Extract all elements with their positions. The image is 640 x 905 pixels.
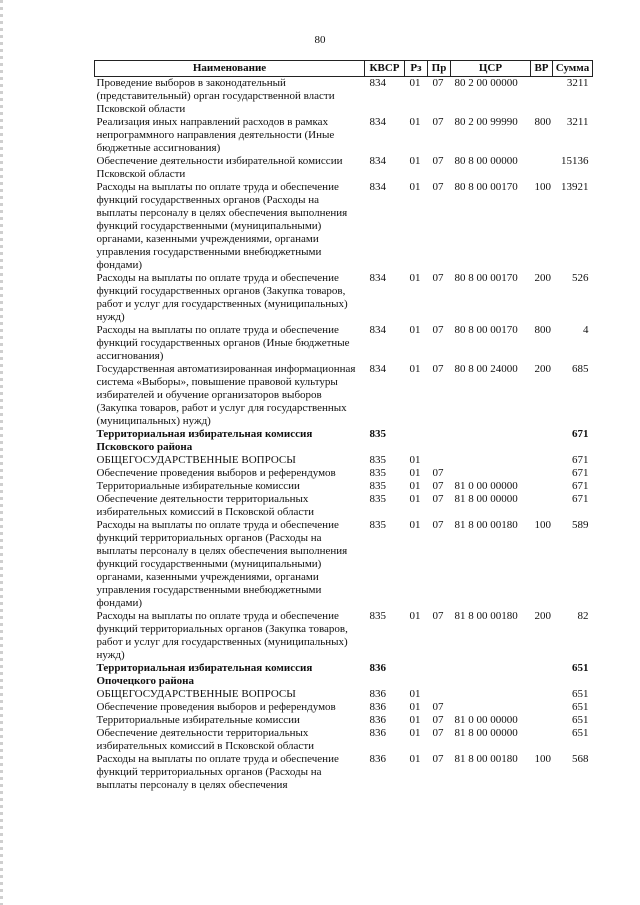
cell-name: Реализация иных направлений расходов в рамках непрограммного направления деятельности (Иные бюджетные ассигнования)	[96, 116, 335, 154]
cell-rz: 01	[409, 77, 421, 89]
table-row	[95, 363, 593, 428]
cell-kvsr: 835	[369, 428, 386, 440]
cell-vr: 100	[534, 753, 551, 765]
cell-vr	[531, 155, 553, 181]
scan-edge-artifact	[0, 0, 3, 905]
cell-pr: 07	[432, 480, 444, 492]
cell-vr: 800	[534, 324, 551, 336]
cell-kvsr: 834	[369, 181, 386, 193]
cell-sum: 589	[572, 519, 589, 531]
cell-vr	[531, 480, 553, 493]
cell-csr	[451, 454, 531, 467]
cell-sum: 671	[572, 493, 589, 505]
cell-name: ОБЩЕГОСУДАРСТВЕННЫЕ ВОПРОСЫ	[96, 688, 296, 700]
cell-rz	[405, 428, 428, 454]
cell-csr	[451, 701, 531, 714]
cell-sum: 651	[572, 727, 589, 739]
table-header-row	[95, 61, 593, 77]
header-vr: ВР	[531, 61, 553, 77]
table-row	[95, 519, 593, 610]
cell-name: Территориальная избирательная комиссия Псковского района	[96, 428, 313, 453]
cell-kvsr: 835	[369, 454, 386, 466]
cell-sum: 13921	[561, 181, 589, 193]
cell-pr: 07	[432, 753, 444, 765]
cell-rz: 01	[409, 727, 421, 739]
table-row	[95, 727, 593, 753]
cell-rz: 01	[409, 181, 421, 193]
cell-pr: 07	[432, 272, 444, 284]
cell-sum: 671	[572, 467, 589, 479]
cell-name: Расходы на выплаты по оплате труда и обеспечение функций территориальных органов (Расходы на выплаты персоналу в целях обеспечения	[96, 753, 339, 791]
cell-sum: 651	[572, 688, 589, 700]
cell-rz: 01	[409, 714, 421, 726]
cell-sum: 3211	[566, 77, 589, 89]
cell-csr	[451, 688, 531, 701]
cell-rz: 01	[409, 155, 421, 167]
cell-vr: 200	[534, 272, 551, 284]
cell-pr: 07	[432, 467, 444, 479]
cell-name: Расходы на выплаты по оплате труда и обеспечение функций территориальных органов (Расходы на выплаты персоналу в целях обеспечения выполнения функций государственными (муниципальными) органами, казенными учреждениями, органами управления государственными внебюджетными фондами)	[96, 519, 348, 609]
cell-name: Расходы на выплаты по оплате труда и обеспечение функций государственных органов (Расходы на выплаты персоналу в целях обеспечения выполнения функций государственными (муниципальными) органами, казенными учреждениями, органами управления государственными внебюджетными фондами)	[96, 181, 348, 271]
cell-rz: 01	[409, 480, 421, 492]
cell-vr	[531, 662, 553, 688]
cell-vr	[531, 701, 553, 714]
table-row	[95, 454, 593, 467]
table-row	[95, 428, 593, 454]
cell-kvsr: 834	[369, 324, 386, 336]
header-pr: Пр	[428, 61, 451, 77]
cell-csr	[451, 428, 531, 454]
cell-pr	[428, 662, 451, 688]
cell-name: Территориальная избирательная комиссия Опочецкого района	[96, 662, 313, 687]
cell-rz: 01	[409, 701, 421, 713]
cell-sum: 15136	[561, 155, 589, 167]
cell-csr: 81 8 00 00000	[454, 727, 518, 739]
cell-name: Расходы на выплаты по оплате труда и обеспечение функций государственных органов (Иные бюджетные ассигнования)	[96, 324, 350, 362]
cell-rz: 01	[409, 688, 421, 700]
cell-name: Расходы на выплаты по оплате труда и обеспечение функций территориальных органов (Закупка товаров, работ и услуг для государственных (муниципальных) нужд)	[96, 610, 348, 661]
budget-table	[94, 60, 593, 792]
cell-rz	[405, 662, 428, 688]
cell-name: Государственная автоматизированная информационная система «Выборы», повышение правовой культуры избирателей и обучение организаторов выборов (Закупка товаров, работ и услуг для государственных (муниципальных) нужд)	[96, 363, 356, 427]
header-kvsr: КВСР	[365, 61, 405, 77]
cell-sum: 568	[572, 753, 589, 765]
cell-rz: 01	[409, 610, 421, 622]
cell-sum: 671	[572, 428, 589, 440]
cell-sum: 671	[572, 480, 589, 492]
cell-rz: 01	[409, 272, 421, 284]
cell-kvsr: 835	[369, 493, 386, 505]
cell-rz: 01	[409, 454, 421, 466]
table-row	[95, 714, 593, 727]
cell-pr: 07	[432, 324, 444, 336]
cell-kvsr: 835	[369, 610, 386, 622]
cell-csr: 81 8 00 00180	[454, 753, 518, 765]
table-body	[95, 77, 593, 793]
cell-kvsr: 835	[369, 480, 386, 492]
header-csr: ЦСР	[451, 61, 531, 77]
cell-sum: 82	[577, 610, 589, 622]
table-row	[95, 324, 593, 363]
cell-name: Проведение выборов в законодательный (представительный) орган государственной власти Псковской области	[96, 77, 335, 115]
cell-vr: 100	[534, 181, 551, 193]
cell-name: Обеспечение деятельности избирательной комиссии Псковской области	[96, 155, 343, 180]
budget-table-container	[94, 60, 592, 792]
cell-name: ОБЩЕГОСУДАРСТВЕННЫЕ ВОПРОСЫ	[96, 454, 296, 466]
cell-name: Обеспечение проведения выборов и референдумов	[96, 467, 336, 479]
table-row	[95, 662, 593, 688]
cell-name: Территориальные избирательные комиссии	[96, 714, 300, 726]
cell-sum: 685	[572, 363, 589, 375]
cell-sum: 651	[572, 662, 589, 674]
table-row	[95, 493, 593, 519]
table-row	[95, 480, 593, 493]
cell-name: Расходы на выплаты по оплате труда и обеспечение функций государственных органов (Закупка товаров, работ и услуг для государственных (муниципальных) нужд)	[96, 272, 348, 323]
cell-vr	[531, 714, 553, 727]
cell-kvsr: 834	[369, 363, 386, 375]
cell-pr: 07	[432, 493, 444, 505]
cell-name: Обеспечение проведения выборов и референдумов	[96, 701, 336, 713]
cell-pr: 07	[432, 363, 444, 375]
cell-sum: 671	[572, 454, 589, 466]
table-row	[95, 155, 593, 181]
table-row	[95, 610, 593, 662]
cell-vr: 200	[534, 363, 551, 375]
header-name: Наименование	[95, 61, 365, 77]
cell-csr: 80 8 00 24000	[454, 363, 518, 375]
cell-pr	[428, 428, 451, 454]
cell-rz: 01	[409, 324, 421, 336]
cell-vr	[531, 428, 553, 454]
cell-pr: 07	[432, 701, 444, 713]
table-row	[95, 272, 593, 324]
cell-csr	[451, 467, 531, 480]
cell-csr	[451, 662, 531, 688]
cell-kvsr: 834	[369, 272, 386, 284]
cell-csr: 80 8 00 00170	[454, 324, 518, 336]
cell-sum: 651	[572, 714, 589, 726]
cell-pr: 07	[432, 181, 444, 193]
cell-kvsr: 834	[369, 116, 386, 128]
cell-name: Территориальные избирательные комиссии	[96, 480, 300, 492]
table-row	[95, 77, 593, 117]
cell-pr: 07	[432, 519, 444, 531]
cell-rz: 01	[409, 363, 421, 375]
cell-sum: 651	[572, 701, 589, 713]
cell-pr: 07	[432, 610, 444, 622]
cell-kvsr: 836	[369, 701, 386, 713]
cell-vr: 200	[534, 610, 551, 622]
cell-csr: 81 8 00 00000	[454, 493, 518, 505]
cell-pr: 07	[432, 155, 444, 167]
cell-csr: 81 0 00 00000	[454, 714, 518, 726]
cell-kvsr: 836	[369, 727, 386, 739]
cell-sum: 3211	[566, 116, 589, 128]
cell-kvsr: 834	[369, 77, 386, 89]
cell-kvsr: 835	[369, 467, 386, 479]
cell-csr: 81 0 00 00000	[454, 480, 518, 492]
cell-csr: 81 8 00 00180	[454, 519, 518, 531]
cell-csr: 80 8 00 00170	[454, 272, 518, 284]
cell-sum: 526	[572, 272, 589, 284]
cell-kvsr: 836	[369, 662, 386, 674]
cell-pr: 07	[432, 77, 444, 89]
cell-rz: 01	[409, 519, 421, 531]
cell-sum: 4	[583, 324, 589, 336]
cell-pr	[428, 688, 451, 701]
cell-pr: 07	[432, 727, 444, 739]
table-row	[95, 181, 593, 272]
cell-csr: 80 8 00 00170	[454, 181, 518, 193]
table-row	[95, 116, 593, 155]
table-row	[95, 753, 593, 792]
cell-pr: 07	[432, 714, 444, 726]
cell-pr: 07	[432, 116, 444, 128]
cell-kvsr: 836	[369, 688, 386, 700]
cell-kvsr: 836	[369, 753, 386, 765]
cell-vr	[531, 493, 553, 519]
header-sum: Сумма	[553, 61, 593, 77]
table-row	[95, 688, 593, 701]
cell-csr: 80 2 00 99990	[454, 116, 518, 128]
cell-name: Обеспечение деятельности территориальных избирательных комиссий в Псковской области	[96, 493, 315, 518]
table-row	[95, 467, 593, 480]
cell-name: Обеспечение деятельности территориальных избирательных комиссий в Псковской области	[96, 727, 315, 752]
cell-rz: 01	[409, 116, 421, 128]
cell-rz: 01	[409, 467, 421, 479]
cell-vr: 800	[534, 116, 551, 128]
cell-vr	[531, 727, 553, 753]
cell-rz: 01	[409, 493, 421, 505]
cell-vr	[531, 467, 553, 480]
cell-vr	[531, 688, 553, 701]
cell-vr: 100	[534, 519, 551, 531]
page-number: 80	[314, 34, 326, 46]
table-row	[95, 701, 593, 714]
header-rz: Рз	[405, 61, 428, 77]
cell-rz: 01	[409, 753, 421, 765]
cell-vr	[531, 454, 553, 467]
cell-vr	[531, 77, 553, 117]
cell-csr: 80 2 00 00000	[454, 77, 518, 89]
cell-kvsr: 836	[369, 714, 386, 726]
cell-csr: 80 8 00 00000	[454, 155, 518, 167]
cell-kvsr: 835	[369, 519, 386, 531]
cell-kvsr: 834	[369, 155, 386, 167]
cell-pr	[428, 454, 451, 467]
cell-csr: 81 8 00 00180	[454, 610, 518, 622]
